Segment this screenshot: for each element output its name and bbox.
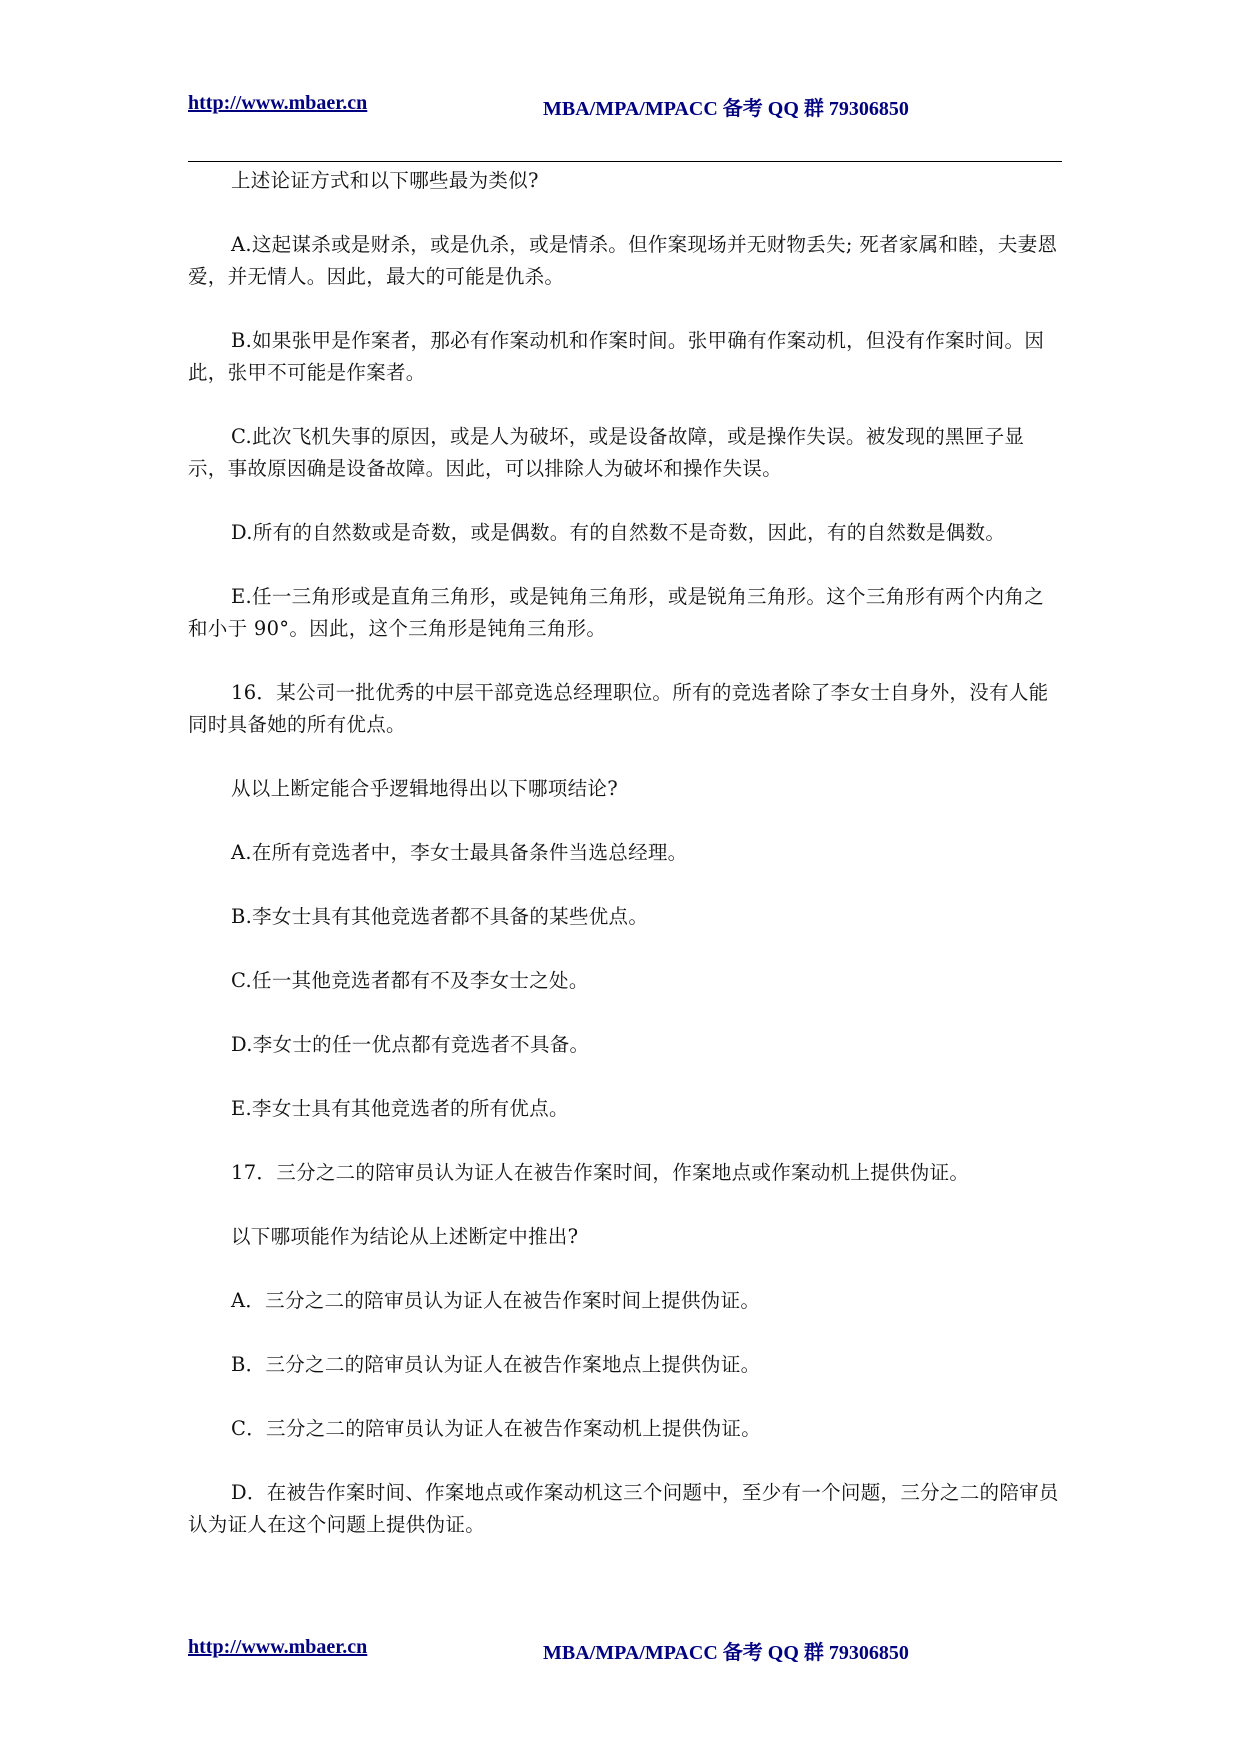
paragraph: 以下哪项能作为结论从上述断定中推出?	[231, 1225, 579, 1248]
document-body	[188, 165, 1062, 1573]
paragraph: E.李女士具有其他竞选者的所有优点。	[231, 1097, 569, 1120]
page-header	[0, 92, 1241, 126]
paragraph: B.如果张甲是作案者，那必有作案动机和作案时间。张甲确有作案动机，但没有作案时间。因此，张甲不可能是作案者。	[188, 329, 1045, 384]
paragraph: A.这起谋杀或是财杀，或是仇杀，或是情杀。但作案现场并无财物丢失; 死者家属和睦，夫妻恩爱，并无情人。因此，最大的可能是仇杀。	[188, 233, 1058, 288]
paragraph: B．三分之二的陪审员认为证人在被告作案地点上提供伪证。	[231, 1353, 761, 1376]
paragraph: 17．三分之二的陪审员认为证人在被告作案时间，作案地点或作案动机上提供伪证。	[231, 1161, 970, 1184]
paragraph: D.所有的自然数或是奇数，或是偶数。有的自然数不是奇数，因此，有的自然数是偶数。	[231, 521, 1006, 544]
paragraph: C.此次飞机失事的原因，或是人为破坏，或是设备故障，或是操作失误。被发现的黑匣子显示，事故原因确是设备故障。因此，可以排除人为破坏和操作失误。	[188, 425, 1025, 480]
paragraph: 上述论证方式和以下哪些最为类似?	[231, 169, 539, 192]
paragraph: 从以上断定能合乎逻辑地得出以下哪项结论?	[231, 777, 618, 800]
page-footer	[0, 1636, 1241, 1670]
paragraph: 16．某公司一批优秀的中层干部竞选总经理职位。所有的竞选者除了李女士自身外，没有人能同时具备她的所有优点。	[188, 681, 1049, 736]
paragraph: A．三分之二的陪审员认为证人在被告作案时间上提供伪证。	[231, 1289, 761, 1312]
paragraph: C．三分之二的陪审员认为证人在被告作案动机上提供伪证。	[231, 1417, 762, 1440]
paragraph: C.任一其他竞选者都有不及李女士之处。	[231, 969, 589, 992]
paragraph: A.在所有竞选者中，李女士最具备条件当选总经理。	[231, 841, 688, 864]
header-link[interactable]: http://www.mbaer.cn	[188, 92, 368, 114]
paragraph: D.李女士的任一优点都有竞选者不具备。	[231, 1033, 590, 1056]
paragraph: E.任一三角形或是直角三角形，或是钝角三角形，或是锐角三角形。这个三角形有两个内角之和小于 90°。因此，这个三角形是钝角三角形。	[188, 585, 1045, 640]
footer-qq-group: MBA/MPA/MPACC 备考 QQ 群 79306850	[543, 1642, 909, 1664]
header-qq-group: MBA/MPA/MPACC 备考 QQ 群 79306850	[543, 98, 909, 120]
paragraph: B.李女士具有其他竞选者都不具备的某些优点。	[231, 905, 649, 928]
header-divider	[188, 161, 1062, 162]
footer-link[interactable]: http://www.mbaer.cn	[188, 1636, 368, 1658]
paragraph: D．在被告作案时间、作案地点或作案动机这三个问题中，至少有一个问题，三分之二的陪审员认为证人在这个问题上提供伪证。	[188, 1481, 1059, 1536]
